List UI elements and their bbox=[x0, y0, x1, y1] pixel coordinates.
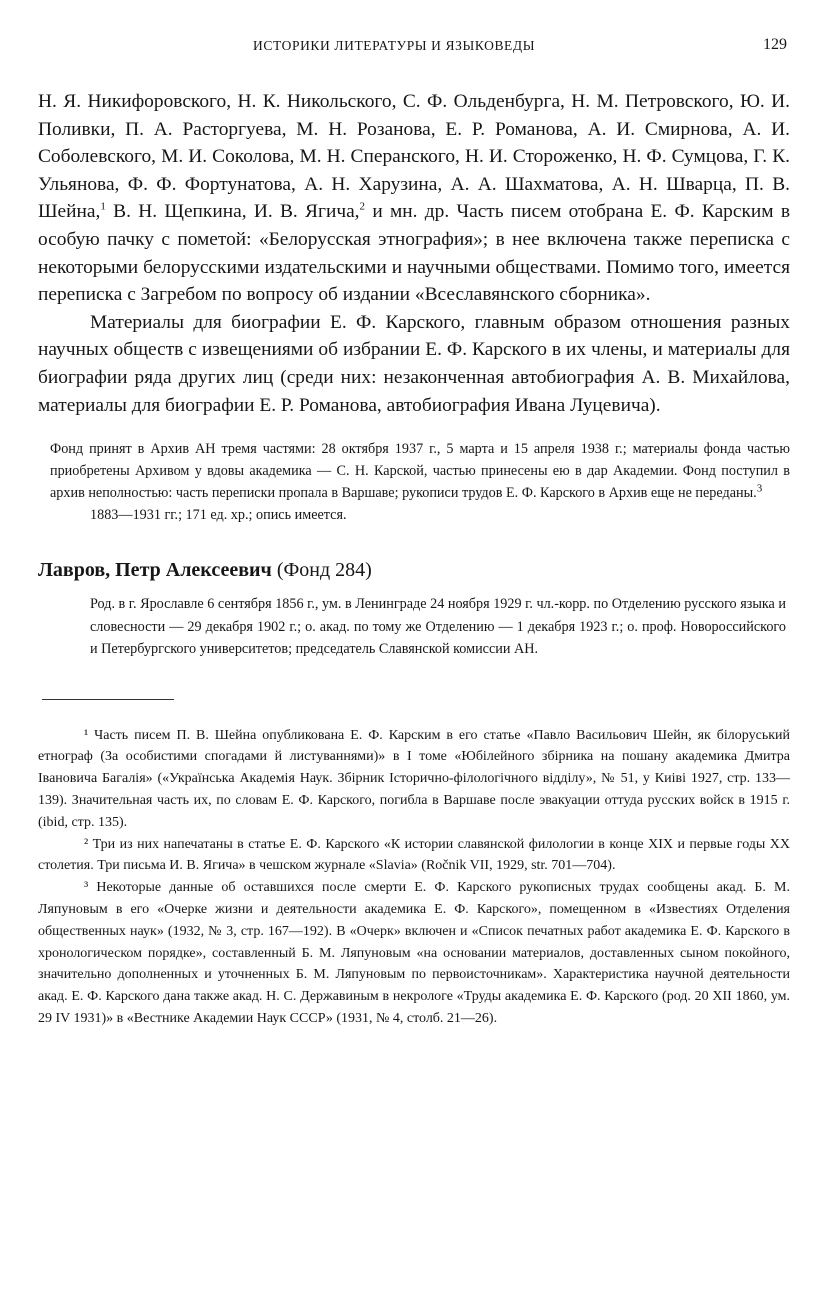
correspondents-list-part-2: В. Н. Щепкина, И. В. Ягича, bbox=[105, 201, 360, 223]
paragraph-correspondents bbox=[38, 88, 790, 309]
footnote-ref-2[interactable]: 2 bbox=[359, 200, 366, 213]
footnote-2: ² Три из них напечатаны в статье Е. Ф. Карского «К истории славянской филологии в конце XIX и первые годы XX столетия. Три письма И. В. Ягича» в чешском журнале «Slavia» (Ročnik VII, 1929, str. 701—704). bbox=[38, 836, 790, 874]
fond-history-text: Фонд принят в Архив АН тремя частями: 28 октября 1937 г., 5 марта и 15 апреля 1938 г.; материалы фонда частью приобретены Архивом у вдовы академика — С. Н. Карской, частью принесены ею в дар Академии. Фонд поступил в архив неполностью: часть переписки пропала в Варшаве; рукописи трудов Е. Ф. Карского в Архив еще не переданы. bbox=[50, 441, 790, 501]
footnote-3: ³ Некоторые данные об оставшихся после смерти Е. Ф. Карского рукописных трудах сообщены акад. Б. М. Ляпуновым в его «Очерке жизни и деятельности академика Е. Ф. Карского», помещенном в «Известиях Отделения общественных наук» (1932, № 3, стр. 167—192). В «Очерк» включен и «Список печатных работ академика Е. Ф. Карского в хронологическом порядке», составленный Б. М. Ляпуновым «на основании материалов, доставленных сыном покойного, значительно дополненных и уточненных Б. М. Ляпуновым по первоисточникам». Характеристика научной деятельности акад. Е. Ф. Карского дана также акад. Н. С. Державиным в некрологе «Труды академика Е. Ф. Карского (род. 20 XII 1860, ум. 29 IV 1931)» в «Вестнике Академии Наук СССР» (1931, № 4, столб. 21—26). bbox=[38, 880, 790, 1026]
fond-history bbox=[50, 439, 790, 504]
footnote-ref-1[interactable]: 1 bbox=[100, 200, 106, 213]
entry-heading bbox=[38, 556, 790, 584]
main-text bbox=[38, 88, 790, 419]
footnote-1: ¹ Часть писем П. В. Шейна опубликована Е. Ф. Карским в его статье «Павло Васильович Шейн, як білоруський етнограф (За особистими спогадами й листуваннями)» в I томе «Юбілейного збірника на пошану академика Дмитра Івановича Багалія» («Українська Академія Наук. Збірник Історично-філологічного відділу», № 51, у Киіві 1927, стр. 133—139). Значительная часть их, по словам Е. Ф. Карского, погибла в Варшаве после эвакуации оттуда русских войск в 1915 г. (ibid, стр. 135). bbox=[38, 727, 790, 830]
entry-biography: Род. в г. Ярославле 6 сентября 1856 г., ум. в Ленинграде 24 ноября 1929 г. чл.-корр. по Отделению русского языка и словесности — 29 декабря 1902 г.; о. акад. по тому же Отделению — 1 декабря 1923 г.; о. проф. Новороссийского и Петербургского университетов; председатель Славянской комиссии АН. bbox=[90, 596, 786, 658]
fond-summary: 1883—1931 гг.; 171 ед. хр.; опись имеется. bbox=[90, 506, 347, 523]
correspondents-list-part-1: Н. Я. Никифоровского, Н. К. Никольского, С. Ф. Ольденбурга, Н. М. Петровского, Ю. И. Поливки, П. А. Расторгуева, М. Н. Розанова, Е. Р. Романова, А. И. Смирнова, А. И. Соболевского, М. И. Соколова, М. Н. Сперанского, Н. И. Стороженко, Н. Ф. Сумцова, Г. К. Ульянова, Ф. Ф. Фортунатова, А. Н. Харузина, А. А. Шахматова, А. Н. Шварца, П. В. Шейна, bbox=[38, 91, 790, 223]
fond-note bbox=[38, 439, 790, 526]
entry-name: Лавров, Петр Алексеевич bbox=[38, 559, 272, 582]
running-title: ИСТОРИКИ ЛИТЕРАТУРЫ И ЯЗЫКОВЕДЫ bbox=[253, 38, 536, 53]
footnote-divider bbox=[42, 699, 174, 700]
paragraph-biography-materials: Материалы для биографии Е. Ф. Карского, главным образом отношения разных научных обществ с извещениями об избрании Е. Ф. Карского в их члены, и материалы для биографии ряда других лиц (среди них: незаконченная автобиография А. В. Михайлова, материалы для биографии Е. Р. Романова, автобиография Ивана Луцевича). bbox=[38, 311, 790, 416]
running-header bbox=[38, 30, 790, 56]
footnotes bbox=[38, 725, 790, 1030]
page-number: 129 bbox=[763, 36, 787, 53]
correspondents-list-part-3: и мн. др. Часть писем отобрана Е. Ф. Карским в особую пачку с пометой: «Белорусская этнография»; в нее включена также переписка с некоторыми белорусскими издательскими и научными обществами. Помимо того, имеется переписка с Загребом по вопросу об издании «Всеславянского сборника». bbox=[38, 201, 790, 306]
book-page bbox=[38, 30, 790, 1030]
entry-fond-number: (Фонд 284) bbox=[271, 559, 372, 582]
footnote-ref-3[interactable]: 3 bbox=[756, 481, 763, 494]
